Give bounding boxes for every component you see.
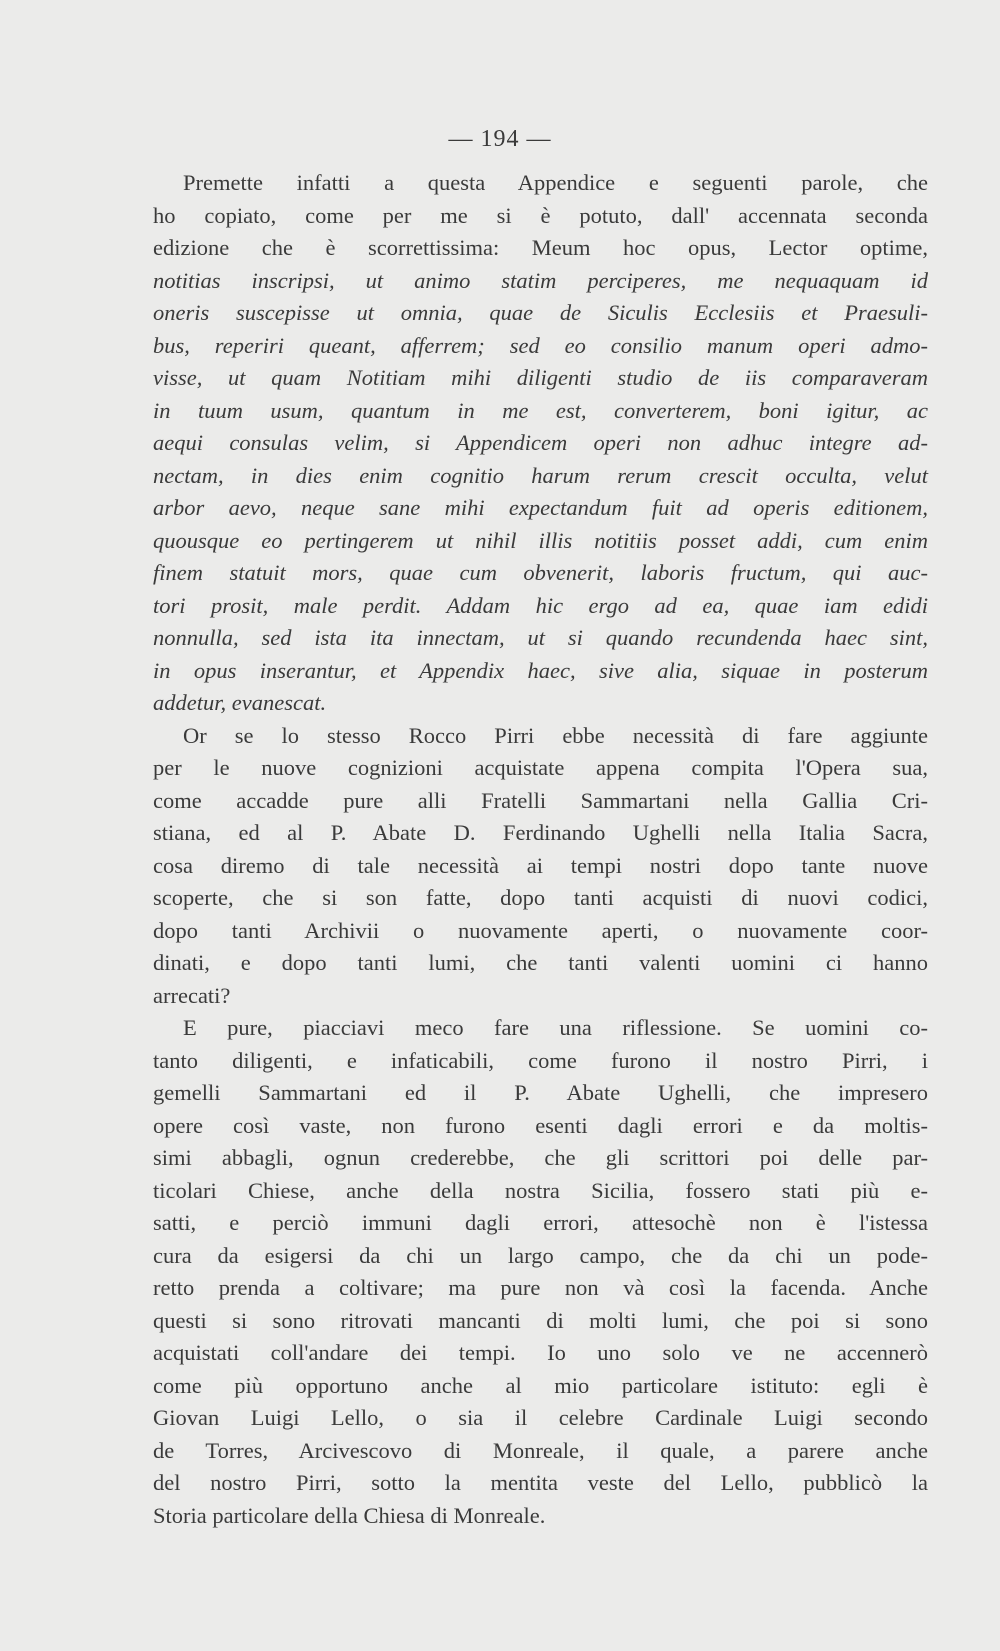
text-line: scoperte, che si son fatte, dopo tanti acquisti di nuovi codici, [153, 885, 928, 910]
text-line: dopo tanti Archivii o nuovamente aperti, o nuovamente coor- [153, 917, 928, 943]
text-line: oneris suscepisse ut omnia, quae de Siculis Ecclesiis et Praesuli- [153, 300, 928, 325]
text-line: ho copiato, come per me si è potuto, dall' accennata seconda [153, 202, 928, 228]
text-line: aequi consulas velim, si Appendicem operi non adhuc integre ad- [153, 430, 928, 455]
text-line: acquistati coll'andare dei tempi. Io uno solo ve ne accennerò [153, 1340, 928, 1365]
text-line: edizione che è scorrettissima: Meum hoc opus, Lector optime, [153, 235, 928, 260]
text-line: come accadde pure alli Fratelli Sammartani nella Gallia Cri- [153, 787, 928, 813]
text-line: retto prenda a coltivare; ma pure non và così la facenda. Anche [153, 1275, 928, 1300]
text-line: addetur, evanescat. [153, 690, 327, 715]
text-line: ticolari Chiese, anche della nostra Sicilia, fossero stati più e- [153, 1177, 928, 1203]
text-line: gemelli Sammartani ed il P. Abate Ughelli, che impresero [153, 1080, 928, 1105]
text-line: arrecati? [153, 982, 231, 1008]
text-line: finem statuit mors, quae cum obvenerit, laboris fructum, qui auc- [153, 560, 928, 585]
text-line: tori prosit, male perdit. Addam hic ergo ad ea, quae iam edidi [153, 592, 928, 618]
text-line: tanto diligenti, e infaticabili, come furono il nostro Pirri, i [153, 1047, 928, 1073]
text-line: bus, reperiri queant, afferrem; sed eo consilio manum operi admo- [153, 332, 928, 358]
text-line: del nostro Pirri, sotto la mentita veste del Lello, pubblicò la [153, 1470, 928, 1495]
text-line: Or se lo stesso Rocco Pirri ebbe necessità di fare aggiunte [183, 722, 928, 748]
text-line: quousque eo pertingerem ut nihil illis notitiis posset addi, cum enim [153, 527, 928, 553]
text-line: de Torres, Arcivescovo di Monreale, il quale, a parere anche [153, 1437, 928, 1463]
text-line: satti, e perciò immuni dagli errori, attesochè non è l'istessa [153, 1210, 928, 1235]
text-line: cosa diremo di tale necessità ai tempi nostri dopo tante nuove [153, 852, 928, 878]
text-line: dinati, e dopo tanti lumi, che tanti valenti uomini ci hanno [153, 950, 928, 975]
text-line: visse, ut quam Notitiam mihi diligenti studio de iis comparaveram [153, 365, 928, 390]
text-line: come più opportuno anche al mio particolare istituto: egli è [153, 1372, 928, 1398]
text-line: E pure, piacciavi meco fare una riflessione. Se uomini co- [183, 1015, 928, 1040]
text-line: opere così vaste, non furono esenti dagli errori e da moltis- [153, 1112, 928, 1138]
body-text [153, 167, 928, 1532]
text-line: Premette infatti a questa Appendice e seguenti parole, che [183, 170, 928, 195]
text-line: stiana, ed al P. Abate D. Ferdinando Ughelli nella Italia Sacra, [153, 820, 928, 845]
page-number: — 194 — [448, 126, 552, 152]
text-line: cura da esigersi da chi un largo campo, che da chi un pode- [153, 1242, 928, 1268]
text-line: nonnulla, sed ista ita innectam, ut si quando recundenda haec sint, [153, 625, 928, 650]
text-line: in tuum usum, quantum in me est, converterem, boni igitur, ac [153, 397, 928, 423]
text-line: questi si sono ritrovati mancanti di molti lumi, che poi si sono [153, 1307, 928, 1333]
text-line: nectam, in dies enim cognitio harum rerum crescit occulta, velut [153, 462, 928, 488]
text-line: in opus inserantur, et Appendix haec, sive alia, siquae in posterum [153, 657, 928, 683]
text-line: notitias inscripsi, ut animo statim perciperes, me nequaquam id [153, 267, 928, 293]
text-line: arbor aevo, neque sane mihi expectandum fuit ad operis editionem, [153, 495, 928, 520]
text-line: Storia particolare della Chiesa di Monreale. [153, 1502, 546, 1528]
text-line: Giovan Luigi Lello, o sia il celebre Cardinale Luigi secondo [153, 1405, 928, 1430]
text-line: per le nuove cognizioni acquistate appena compita l'Opera sua, [153, 755, 928, 780]
text-line: simi abbagli, ognun crederebbe, che gli scrittori poi delle par- [153, 1145, 928, 1170]
